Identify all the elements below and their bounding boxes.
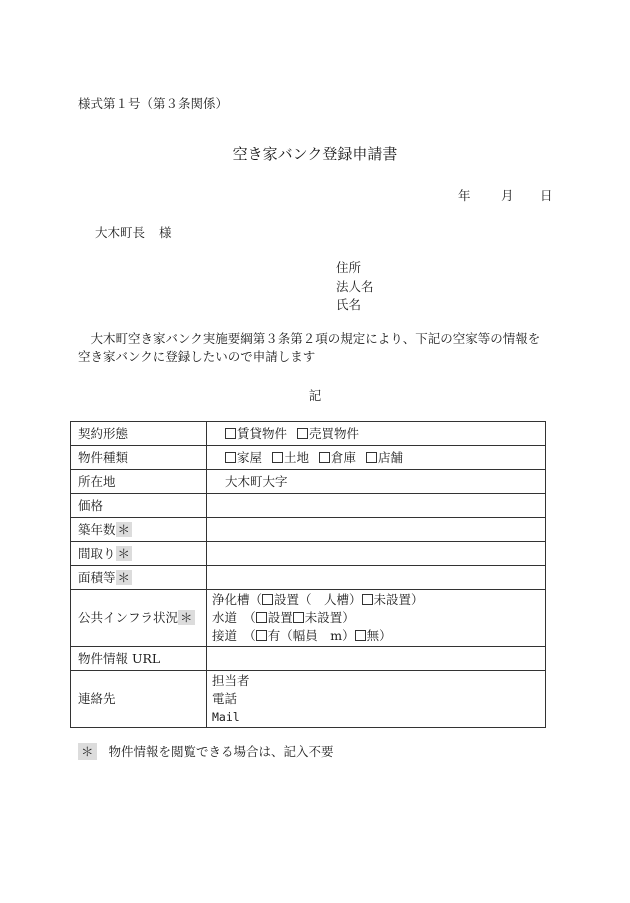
property-type-field <box>207 446 546 470</box>
option-warehouse: 倉庫 <box>331 449 357 465</box>
infra-road-line: 接道 （ 有（幅員 m） 無） <box>212 628 392 643</box>
layout-field[interactable] <box>207 542 546 566</box>
checkbox-sale[interactable] <box>297 428 308 439</box>
applicant-block <box>336 259 374 315</box>
date-month: 月 <box>501 188 514 203</box>
checkbox-house[interactable] <box>225 452 236 463</box>
option-rental: 賃貸物件 <box>237 425 288 441</box>
asterisk-mark: ＊ <box>117 521 131 537</box>
location-label: 所在地 <box>71 470 207 494</box>
layout-label: 間取り ＊ <box>71 542 207 566</box>
infra-field <box>207 590 546 647</box>
location-field[interactable]: 大木町大字 <box>207 470 546 494</box>
checkbox-land[interactable] <box>272 452 283 463</box>
row-age <box>71 518 546 542</box>
row-location <box>71 470 546 494</box>
checkbox-road-yes[interactable] <box>256 630 267 641</box>
checkbox-shop[interactable] <box>366 452 377 463</box>
checkbox-septic-installed[interactable] <box>262 594 273 605</box>
contact-label: 連絡先 <box>71 671 207 728</box>
asterisk-mark: ＊ <box>180 610 193 625</box>
asterisk-mark: ＊ <box>117 545 131 561</box>
contact-mail-line[interactable]: Mail <box>212 710 240 724</box>
checkbox-road-no[interactable] <box>355 630 366 641</box>
price-field[interactable] <box>207 494 546 518</box>
checkbox-septic-not[interactable] <box>362 594 373 605</box>
checkbox-rental[interactable] <box>225 428 236 439</box>
asterisk-mark: ＊ <box>117 569 131 585</box>
row-infra <box>71 590 546 647</box>
row-contract-type <box>71 422 546 446</box>
contact-field <box>207 671 546 728</box>
infra-water-line: 水道 （ 設置 未設置） <box>212 610 355 625</box>
addressee <box>95 223 172 241</box>
infra-septic-line: 浄化槽（ 設置（ 人槽） 未設置） <box>212 592 424 607</box>
row-layout <box>71 542 546 566</box>
age-field[interactable] <box>207 518 546 542</box>
footnote-text: 物件情報を閲覧できる場合は、記入不要 <box>108 744 334 759</box>
row-price <box>71 494 546 518</box>
ki-heading: 記 <box>308 388 322 403</box>
contract-type-label: 契約形態 <box>71 422 207 446</box>
infra-label: 公共インフラ状況 ＊ <box>71 590 207 647</box>
area-field[interactable] <box>207 566 546 590</box>
option-land: 土地 <box>284 449 310 465</box>
addressee-honorific: 様 <box>159 225 172 240</box>
contact-person-line[interactable]: 担当者 <box>212 673 250 688</box>
info-url-label: 物件情報 URL <box>71 647 207 671</box>
info-url-field[interactable] <box>207 647 546 671</box>
application-table <box>70 421 546 728</box>
applicant-address-label: 住所 <box>336 260 362 275</box>
property-type-label: 物件種類 <box>71 446 207 470</box>
form-number: 様式第１号（第３条関係） <box>78 96 229 111</box>
asterisk-mark: ＊ <box>78 743 97 760</box>
age-label: 築年数 ＊ <box>71 518 207 542</box>
applicant-corporation-label: 法人名 <box>336 278 374 294</box>
contract-type-field <box>207 422 546 446</box>
page-title: 空き家バンク登録申請書 <box>232 145 398 163</box>
addressee-name: 大木町長 <box>95 225 146 240</box>
row-property-type <box>71 446 546 470</box>
checkbox-warehouse[interactable] <box>319 452 330 463</box>
row-area <box>71 566 546 590</box>
option-shop: 店舗 <box>378 449 404 465</box>
body-text: 大木町空き家バンク実施要綱第３条第２項の規定により、下記の空家等の情報を空き家バンクに登録したいので申請します <box>78 331 541 364</box>
checkbox-water-installed[interactable] <box>256 612 267 623</box>
date-day: 日 <box>540 188 553 203</box>
date-year: 年 <box>458 188 471 203</box>
area-label: 面積等 ＊ <box>71 566 207 590</box>
applicant-name-label: 氏名 <box>336 297 362 312</box>
checkbox-water-not[interactable] <box>293 612 304 623</box>
option-house: 家屋 <box>237 449 263 465</box>
contact-phone-line[interactable]: 電話 <box>212 691 238 706</box>
option-sale: 売買物件 <box>309 425 360 441</box>
price-label: 価格 <box>71 494 207 518</box>
footnote <box>78 742 334 760</box>
row-info-url <box>71 647 546 671</box>
row-contact <box>71 671 546 728</box>
